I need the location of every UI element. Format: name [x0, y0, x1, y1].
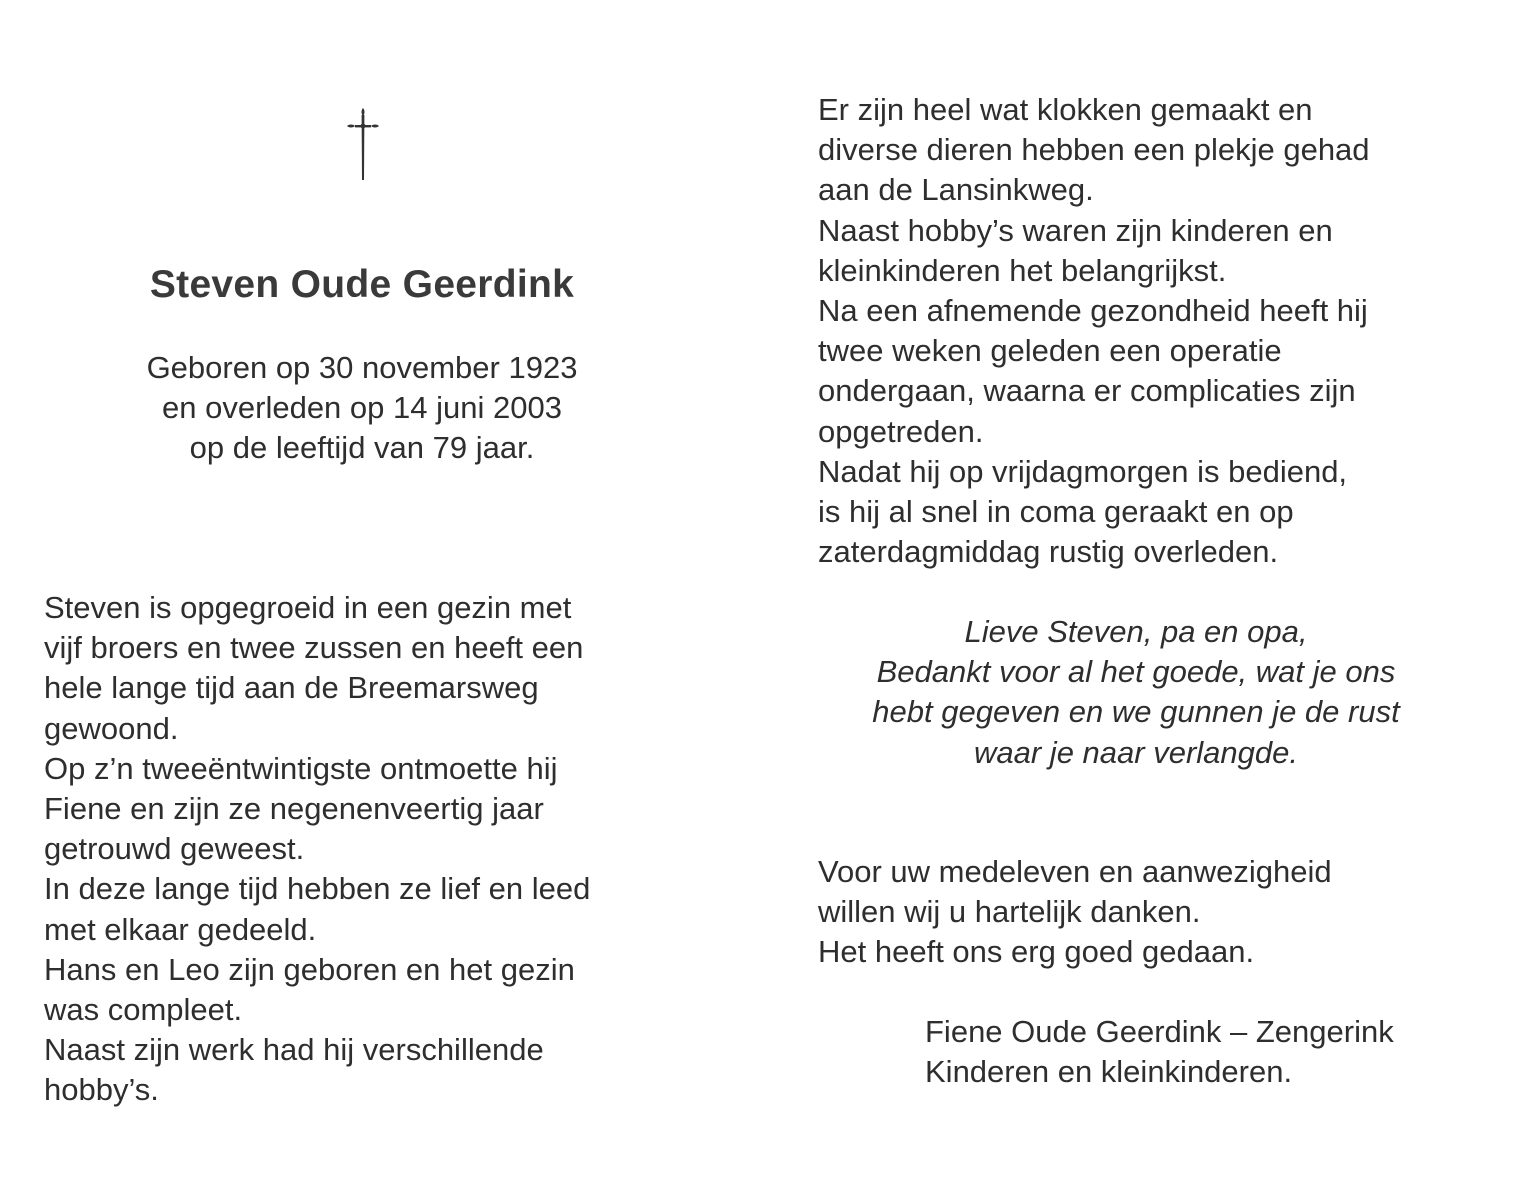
life-dates	[0, 348, 724, 468]
biography-left	[44, 588, 590, 1111]
text-line: Na een afnemende gezondheid heeft hij	[818, 293, 1368, 329]
text-line: twee weken geleden een operatie	[818, 333, 1282, 369]
text-line: gewoond.	[44, 710, 179, 746]
text-line: Nadat hij op vrijdagmorgen is bediend,	[818, 453, 1348, 489]
family-signature	[925, 1012, 1394, 1092]
poem-line: hebt gegeven en we gunnen je de rust	[872, 694, 1400, 730]
poem-line: Bedankt voor al het goede, wat je ons	[876, 654, 1396, 690]
thanks-message	[818, 852, 1332, 973]
biography-right	[818, 90, 1370, 572]
text-line: willen wij u hartelijk danken.	[818, 894, 1201, 930]
text-line: hele lange tijd aan de Breemarsweg	[44, 670, 539, 706]
signature-line: Kinderen en kleinkinderen.	[925, 1054, 1293, 1090]
poem-line: Lieve Steven, pa en opa,	[964, 614, 1308, 649]
text-line: In deze lange tijd hebben ze lief en leed	[44, 871, 591, 907]
text-line: Steven is opgegroeid in een gezin met	[44, 590, 572, 625]
birth-line: Geboren op 30 november 1923	[146, 350, 578, 385]
text-line: vijf broers en twee zussen en heeft een	[44, 630, 584, 666]
right-panel	[760, 0, 1523, 1200]
age-line: op de leeftijd van 79 jaar.	[189, 430, 535, 465]
text-line: opgetreden.	[818, 413, 984, 449]
text-line: getrouwd geweest.	[44, 831, 305, 867]
poem-line: waar je naar verlangde.	[974, 734, 1298, 770]
text-line: was compleet.	[44, 992, 243, 1028]
text-line: zaterdagmiddag rustig overleden.	[818, 534, 1279, 570]
death-line: en overleden op 14 juni 2003	[162, 390, 562, 425]
text-line: diverse dieren hebben een plekje gehad	[818, 132, 1370, 168]
text-line: Het heeft ons erg goed gedaan.	[818, 934, 1255, 970]
deceased-name: Steven Oude Geerdink	[149, 263, 575, 306]
text-line: met elkaar gedeeld.	[44, 911, 317, 947]
text-line: Voor uw medeleven en aanwezigheid	[818, 854, 1332, 889]
text-line: kleinkinderen het belangrijkst.	[818, 252, 1227, 288]
signature-line: Fiene Oude Geerdink – Zengerink	[925, 1014, 1394, 1049]
text-line: hobby’s.	[44, 1072, 159, 1108]
text-line: aan de Lansinkweg.	[818, 172, 1094, 208]
text-line: Naast hobby’s waren zijn kinderen en	[818, 212, 1333, 248]
text-line: is hij al snel in coma geraakt en op	[818, 494, 1294, 530]
text-line: Hans en Leo zijn geboren en het gezin	[44, 951, 575, 987]
text-line: ondergaan, waarna er complicaties zijn	[818, 373, 1356, 409]
left-panel	[0, 0, 760, 1200]
text-line: Naast zijn werk had hij verschillende	[44, 1032, 544, 1068]
cross-icon	[343, 106, 383, 182]
text-line: Op z’n tweeëntwintigste ontmoette hij	[44, 750, 558, 786]
text-line: Er zijn heel wat klokken gemaakt en	[818, 92, 1313, 127]
farewell-poem	[820, 612, 1452, 773]
text-line: Fiene en zijn ze negenenveertig jaar	[44, 791, 544, 827]
